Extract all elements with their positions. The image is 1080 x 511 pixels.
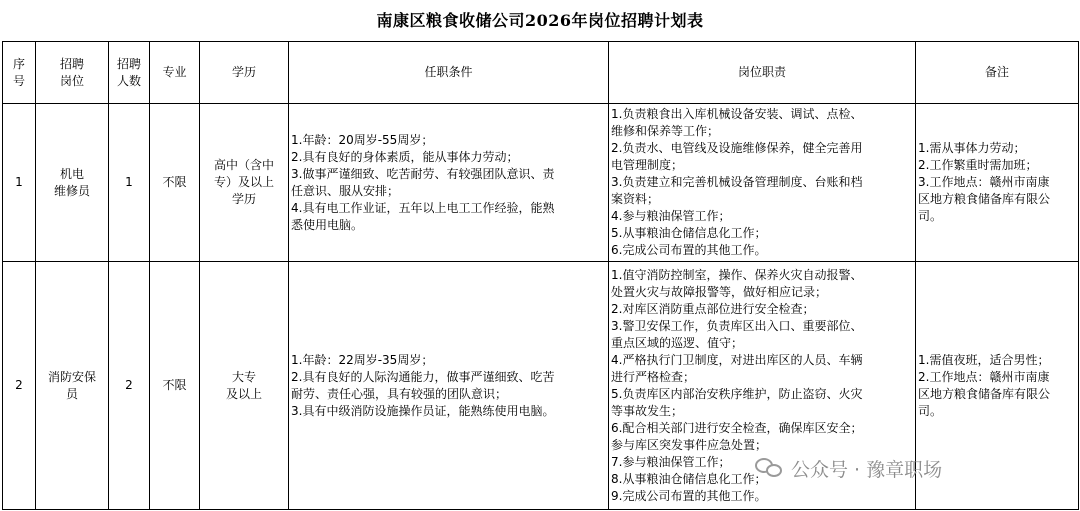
cell-major: 不限	[150, 104, 200, 262]
cell-position: 机电 维修员	[36, 104, 109, 262]
cell-major: 不限	[150, 262, 200, 510]
cell-count: 2	[109, 262, 150, 510]
cell-seq: 1	[3, 104, 36, 262]
cell-remarks: 1.需从事体力劳动； 2.工作繁重时需加班； 3.工作地点：赣州市南康 区地方粮食储备库有限公 司。	[916, 104, 1079, 262]
watermark	[755, 454, 942, 482]
cell-count: 1	[109, 104, 150, 262]
header-seq: 序 号	[3, 42, 36, 104]
cell-seq: 2	[3, 262, 36, 510]
header-duties: 岗位职责	[609, 42, 916, 104]
cell-requirements: 1.年龄：20周岁-55周岁； 2.具有良好的身体素质，能从事体力劳动； 3.做事严谨细致、吃苦耐劳、有较强团队意识、责 任意识、服从安排； 4.具有电工作业证，五年以上电工工作经验，能熟 悉使用电脑。	[289, 104, 609, 262]
page-title: 南康区粮食收储公司2026年岗位招聘计划表	[376, 11, 704, 30]
watermark-text: 公众号 · 豫章职场	[791, 458, 943, 481]
header-education: 学历	[200, 42, 289, 104]
header-major: 专业	[150, 42, 200, 104]
cell-education: 大专 及以上	[200, 262, 289, 510]
cell-requirements: 1.年龄：22周岁-35周岁； 2.具有良好的人际沟通能力，做事严谨细致、吃苦 耐劳、责任心强，具有较强的团队意识； 3.具有中级消防设施操作员证，能熟练使用电脑。	[289, 262, 609, 510]
cell-duties: 1.负责粮食出入库机械设备安装、调试、点检、 维修和保养等工作； 2.负责水、电管线及设施维修保养，健全完善用 电管理制度； 3.负责建立和完善机械设备管理制度、台账和档 案资料； 4.参与粮油保管工作； 5.从事粮油仓储信息化工作； 6.完成公司布置的其他工作。	[609, 104, 916, 262]
header-position: 招聘 岗位	[36, 42, 109, 104]
cell-position: 消防安保 员	[36, 262, 109, 510]
cell-remarks: 1.需值夜班，适合男性； 2.工作地点：赣州市南康 区地方粮食储备库有限公 司。	[916, 262, 1079, 510]
table-row	[3, 104, 1079, 262]
cell-duties: 1.值守消防控制室，操作、保养火灾自动报警、 处置火灾与故障报警等，做好相应记录； 2.对库区消防重点部位进行安全检查； 3.警卫安保工作，负责库区出入口、重要部位、 重点区域的巡逻、值守； 4.严格执行门卫制度，对进出库区的人员、车辆 进行严格检查； 5.负责库区内部治安秩序维护，防止盗窃、火灾 等事故发生； 6.配合相关部门进行安全检查，确保库区安全； 参与库区突发事件应急处置； 7.参与粮油保管工作； 8.从事粮油仓储信息化工作； 9.完成公司布置的其他工作。	[609, 262, 916, 510]
header-count: 招聘 人数	[109, 42, 150, 104]
cell-education: 高中（含中 专）及以上 学历	[200, 104, 289, 262]
header-remarks: 备注	[916, 42, 1079, 104]
recruitment-table	[2, 41, 1079, 510]
header-row	[3, 42, 1079, 104]
wechat-icon	[755, 456, 783, 480]
header-requirements: 任职条件	[289, 42, 609, 104]
